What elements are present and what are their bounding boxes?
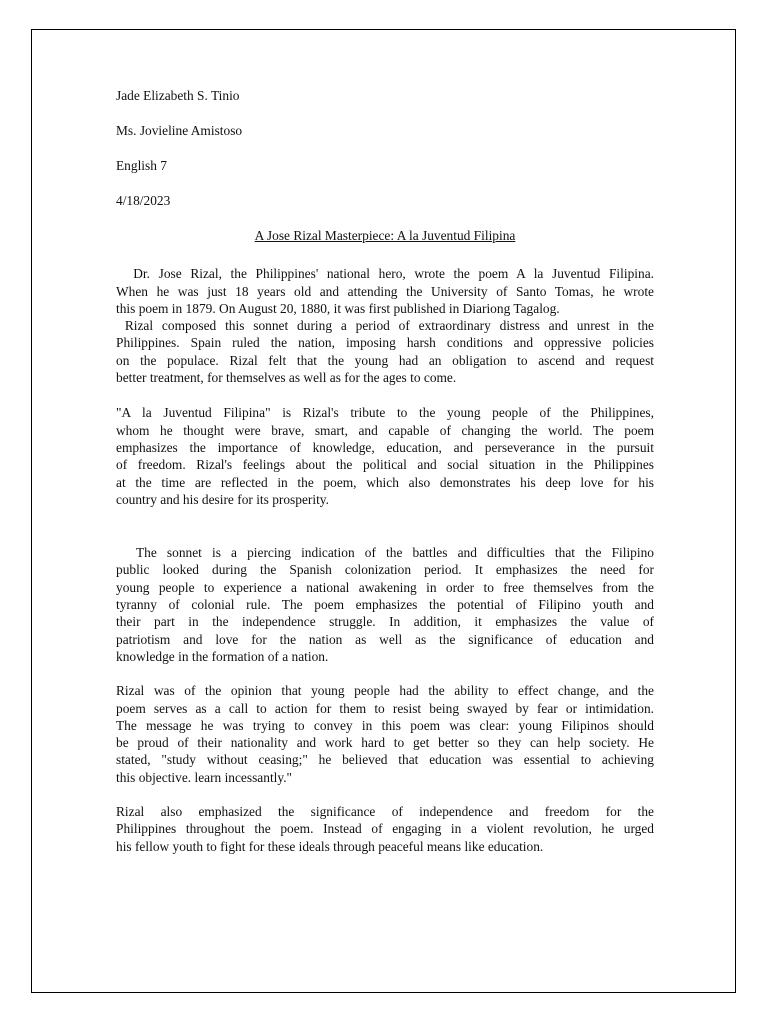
text-line: "A la Juventud Filipina" is Rizal's tribute to the young people of the Philippines, [116,405,654,421]
text-line: country and his desire for its prosperity. [116,491,329,507]
text-line: this objective. learn incessantly." [116,769,293,785]
student-name: Jade Elizabeth S. Tinio [116,88,240,103]
teacher-name: Ms. Jovieline Amistoso [116,123,243,138]
paragraph-3 [116,544,654,665]
text-line: be proud of their nationality and work hard to get better so they can help society. He [116,735,654,751]
text-line: The message he was trying to convey in this poem was clear: young Filipinos should [116,717,654,733]
paragraph-1b [116,317,654,386]
text-line: tyranny of colonial rule. The poem emphasizes the potential of Filipino youth and [116,597,654,613]
document-body [116,87,654,855]
text-line: emphasizes the importance of knowledge, education, and perseverance in the pursuit [116,439,654,455]
date: 4/18/2023 [116,193,171,208]
text-line: stated, "study without ceasing;" he believed that education was essential to achieving [116,752,654,768]
course-name: English 7 [116,158,167,173]
paragraph-5 [116,803,654,855]
text-line: Rizal composed this sonnet during a period of extraordinary distress and unrest in the [116,318,654,334]
text-line: public looked during the Spanish colonization period. It emphasizes the need for [116,562,654,578]
text-line: this poem in 1879. On August 20, 1880, it was first published in Diariong Tagalog. [116,300,560,316]
text-line: Philippines throughout the poem. Instead of engaging in a violent revolution, he urged [116,821,654,837]
essay-title: A Jose Rizal Masterpiece: A la Juventud Filipina [254,228,516,243]
paragraph-1a [116,265,654,317]
text-line: poem serves as a call to action for them to resist being swayed by fear or intimidation. [116,700,654,716]
text-line: their part in the independence struggle. In addition, it emphasizes the value of [116,614,654,630]
document-page [31,29,736,993]
text-line: at the time are reflected in the poem, which also demonstrates his deep love for his [116,474,654,490]
text-line: whom he thought were brave, smart, and capable of changing the world. The poem [116,422,654,438]
text-line: Dr. Jose Rizal, the Philippines' national hero, wrote the poem A la Juventud Filipina. [116,266,654,282]
text-line: Philippines. Spain ruled the nation, imposing harsh conditions and oppressive policies [116,335,654,351]
text-line: young people to experience a national awakening in order to free themselves from the [116,579,654,595]
text-line: patriotism and love for the nation as well as the significance of education and [116,631,654,647]
text-line: Rizal was of the opinion that young people had the ability to effect change, and the [116,683,654,699]
text-line: Rizal also emphasized the significance of independence and freedom for the [116,804,654,820]
text-line: better treatment, for themselves as well as for the ages to come. [116,370,457,386]
text-line: knowledge in the formation of a nation. [116,648,329,664]
text-line: his fellow youth to fight for these ideals through peaceful means like education. [116,838,544,854]
text-line: on the populace. Rizal felt that the young had an obligation to ascend and request [116,352,654,368]
text-line: When he was just 18 years old and attending the University of Santo Tomas, he wrote [116,283,654,299]
paragraph-4 [116,682,654,786]
paragraph-2 [116,404,654,508]
text-line: The sonnet is a piercing indication of the battles and difficulties that the Filipino [116,545,654,561]
text-line: of freedom. Rizal's feelings about the political and social situation in the Philippines [116,457,654,473]
